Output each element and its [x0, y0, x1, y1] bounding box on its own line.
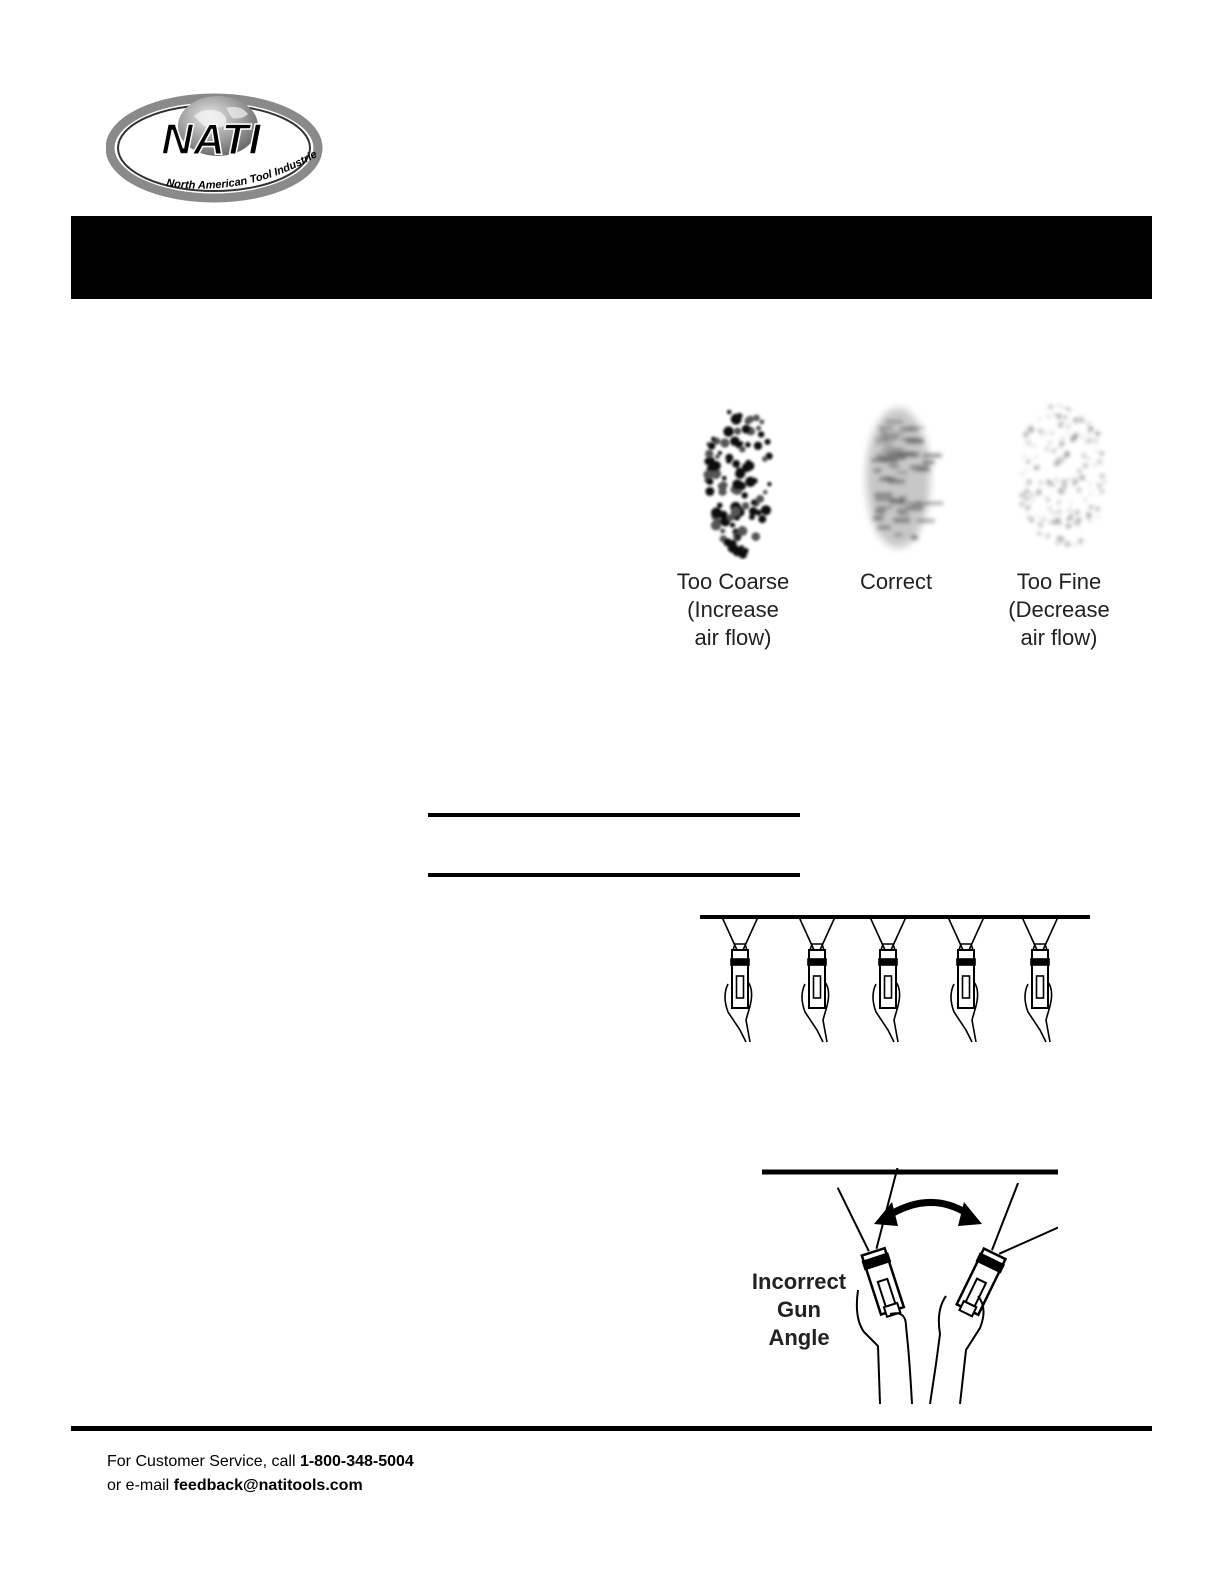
email-line: or e-mail feedback@natitools.com: [107, 1477, 363, 1494]
divider-line-top: [428, 813, 800, 817]
spray-gun-icon: [722, 917, 758, 1042]
correct-gun-motion-figure: [700, 910, 1092, 1055]
too-fine-pattern: [1020, 404, 1106, 546]
nati-logo-graphic: [106, 86, 326, 206]
incorrect-gun-angle-label: Incorrect Gun Angle: [751, 1269, 847, 1350]
too-fine-label: Too Fine (Decrease air flow): [1008, 569, 1110, 650]
footer-contact: [107, 1450, 414, 1498]
footer-rule: [71, 1426, 1152, 1431]
divider-line-bottom: [428, 873, 800, 877]
correct-label: Correct: [859, 569, 933, 594]
customer-service-line: For Customer Service, call 1-800-348-5004: [107, 1453, 414, 1470]
logo-tagline: North American Tool Industrie: [165, 148, 320, 192]
spray-pattern-figure: [670, 400, 1140, 660]
spray-pattern-graphics: [670, 400, 1140, 560]
phone-number: 1-800-348-5004: [299, 1453, 414, 1470]
too-coarse-label: Too Coarse (Increase air flow): [676, 569, 790, 650]
logo-brand-text: NATI: [161, 115, 261, 164]
too-coarse-pattern: [703, 410, 772, 559]
spray-gun-icon: [799, 917, 835, 1042]
spray-gun-icon: [870, 917, 906, 1042]
parallel-spray-guns-graphic: [700, 910, 1092, 1055]
nati-logo: [106, 86, 326, 206]
spray-gun-icon: [948, 917, 984, 1042]
correct-pattern: [866, 408, 943, 548]
email-address[interactable]: feedback@natitools.com: [173, 1477, 363, 1494]
header-bar: [71, 216, 1152, 299]
spray-gun-icon: [1022, 917, 1058, 1042]
